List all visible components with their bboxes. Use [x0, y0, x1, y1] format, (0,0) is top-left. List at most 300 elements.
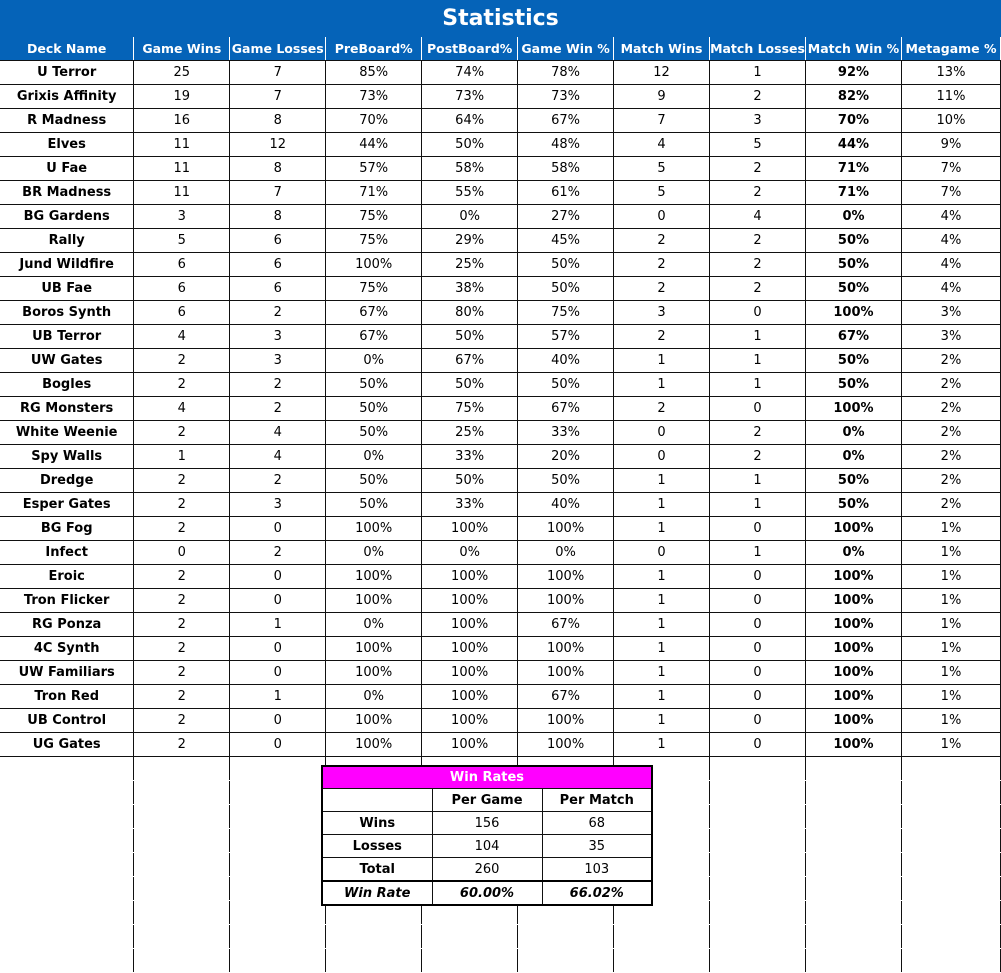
match-win-pct-cell[interactable]: 100%: [806, 661, 902, 685]
match-wins-cell[interactable]: 2: [614, 325, 710, 349]
metagame-pct-cell[interactable]: 2%: [901, 445, 1000, 469]
empty-cell[interactable]: [230, 781, 326, 805]
game-win-pct-cell[interactable]: 100%: [518, 637, 614, 661]
game-win-pct-cell[interactable]: 50%: [518, 277, 614, 301]
postboard-cell[interactable]: 25%: [422, 421, 518, 445]
game-losses-cell[interactable]: 0: [230, 733, 326, 757]
match-losses-cell[interactable]: 1: [710, 493, 806, 517]
column-header-match-losses[interactable]: Match Losses: [710, 37, 806, 61]
game-losses-cell[interactable]: 8: [230, 109, 326, 133]
match-win-pct-cell[interactable]: 100%: [806, 685, 902, 709]
game-wins-cell[interactable]: 2: [134, 685, 230, 709]
match-wins-cell[interactable]: 1: [614, 469, 710, 493]
empty-cell[interactable]: [230, 757, 326, 781]
match-losses-cell[interactable]: 0: [710, 613, 806, 637]
preboard-cell[interactable]: 75%: [326, 277, 422, 301]
match-losses-cell[interactable]: 2: [710, 421, 806, 445]
win-rates-label-losses[interactable]: Losses: [322, 835, 432, 858]
empty-cell[interactable]: [614, 925, 710, 949]
match-wins-cell[interactable]: 1: [614, 349, 710, 373]
game-win-pct-cell[interactable]: 67%: [518, 109, 614, 133]
match-win-pct-cell[interactable]: 50%: [806, 253, 902, 277]
match-win-pct-cell[interactable]: 71%: [806, 181, 902, 205]
deck-name-cell[interactable]: BR Madness: [0, 181, 134, 205]
empty-cell[interactable]: [134, 781, 230, 805]
empty-cell[interactable]: [134, 805, 230, 829]
game-wins-cell[interactable]: 6: [134, 253, 230, 277]
game-wins-cell[interactable]: 2: [134, 517, 230, 541]
preboard-cell[interactable]: 100%: [326, 733, 422, 757]
empty-cell[interactable]: [901, 925, 1000, 949]
empty-cell[interactable]: [230, 805, 326, 829]
metagame-pct-cell[interactable]: 1%: [901, 661, 1000, 685]
preboard-cell[interactable]: 50%: [326, 397, 422, 421]
empty-cell[interactable]: [326, 925, 422, 949]
deck-name-cell[interactable]: U Terror: [0, 61, 134, 85]
game-losses-cell[interactable]: 4: [230, 421, 326, 445]
preboard-cell[interactable]: 67%: [326, 301, 422, 325]
game-losses-cell[interactable]: 2: [230, 469, 326, 493]
match-wins-cell[interactable]: 1: [614, 589, 710, 613]
game-win-pct-cell[interactable]: 50%: [518, 469, 614, 493]
match-wins-cell[interactable]: 5: [614, 157, 710, 181]
empty-cell[interactable]: [806, 949, 902, 973]
match-losses-cell[interactable]: 2: [710, 157, 806, 181]
game-win-pct-cell[interactable]: 100%: [518, 565, 614, 589]
metagame-pct-cell[interactable]: 1%: [901, 589, 1000, 613]
metagame-pct-cell[interactable]: 2%: [901, 397, 1000, 421]
column-header-game-wins[interactable]: Game Wins: [134, 37, 230, 61]
preboard-cell[interactable]: 50%: [326, 469, 422, 493]
empty-cell[interactable]: [710, 829, 806, 853]
game-win-pct-cell[interactable]: 75%: [518, 301, 614, 325]
preboard-cell[interactable]: 71%: [326, 181, 422, 205]
preboard-cell[interactable]: 100%: [326, 709, 422, 733]
game-wins-cell[interactable]: 6: [134, 277, 230, 301]
game-wins-cell[interactable]: 2: [134, 613, 230, 637]
preboard-cell[interactable]: 100%: [326, 637, 422, 661]
postboard-cell[interactable]: 33%: [422, 493, 518, 517]
match-wins-cell[interactable]: 2: [614, 229, 710, 253]
metagame-pct-cell[interactable]: 9%: [901, 133, 1000, 157]
preboard-cell[interactable]: 0%: [326, 541, 422, 565]
deck-name-cell[interactable]: UW Familiars: [0, 661, 134, 685]
match-wins-cell[interactable]: 1: [614, 493, 710, 517]
game-losses-cell[interactable]: 0: [230, 589, 326, 613]
postboard-cell[interactable]: 55%: [422, 181, 518, 205]
match-losses-cell[interactable]: 0: [710, 709, 806, 733]
match-win-pct-cell[interactable]: 50%: [806, 229, 902, 253]
preboard-cell[interactable]: 50%: [326, 421, 422, 445]
postboard-cell[interactable]: 100%: [422, 517, 518, 541]
empty-cell[interactable]: [710, 805, 806, 829]
match-losses-cell[interactable]: 0: [710, 637, 806, 661]
match-win-pct-cell[interactable]: 100%: [806, 589, 902, 613]
metagame-pct-cell[interactable]: 2%: [901, 421, 1000, 445]
game-win-pct-cell[interactable]: 27%: [518, 205, 614, 229]
game-wins-cell[interactable]: 5: [134, 229, 230, 253]
match-losses-cell[interactable]: 2: [710, 445, 806, 469]
match-losses-cell[interactable]: 0: [710, 565, 806, 589]
game-wins-cell[interactable]: 2: [134, 349, 230, 373]
game-losses-cell[interactable]: 2: [230, 301, 326, 325]
empty-cell[interactable]: [326, 949, 422, 973]
metagame-pct-cell[interactable]: 7%: [901, 181, 1000, 205]
deck-name-cell[interactable]: UB Control: [0, 709, 134, 733]
game-losses-cell[interactable]: 4: [230, 445, 326, 469]
game-losses-cell[interactable]: 8: [230, 157, 326, 181]
empty-cell[interactable]: [230, 877, 326, 901]
game-losses-cell[interactable]: 1: [230, 613, 326, 637]
empty-cell[interactable]: [806, 877, 902, 901]
column-header-game-win-pct[interactable]: Game Win %: [518, 37, 614, 61]
game-win-pct-cell[interactable]: 57%: [518, 325, 614, 349]
match-losses-cell[interactable]: 0: [710, 661, 806, 685]
win-rates-label-total[interactable]: Total: [322, 858, 432, 882]
empty-cell[interactable]: [806, 901, 902, 925]
win-rates-total-per-match[interactable]: 103: [542, 858, 652, 882]
empty-cell[interactable]: [710, 949, 806, 973]
win-rates-label-win-rate[interactable]: Win Rate: [322, 881, 432, 905]
match-win-pct-cell[interactable]: 67%: [806, 325, 902, 349]
preboard-cell[interactable]: 0%: [326, 613, 422, 637]
game-wins-cell[interactable]: 6: [134, 301, 230, 325]
postboard-cell[interactable]: 100%: [422, 685, 518, 709]
deck-name-cell[interactable]: BG Fog: [0, 517, 134, 541]
deck-name-cell[interactable]: RG Ponza: [0, 613, 134, 637]
match-win-pct-cell[interactable]: 100%: [806, 301, 902, 325]
match-wins-cell[interactable]: 0: [614, 421, 710, 445]
empty-cell[interactable]: [0, 901, 134, 925]
match-win-pct-cell[interactable]: 100%: [806, 613, 902, 637]
match-win-pct-cell[interactable]: 82%: [806, 85, 902, 109]
empty-cell[interactable]: [134, 853, 230, 877]
match-wins-cell[interactable]: 0: [614, 445, 710, 469]
match-wins-cell[interactable]: 4: [614, 133, 710, 157]
game-losses-cell[interactable]: 6: [230, 253, 326, 277]
game-losses-cell[interactable]: 0: [230, 661, 326, 685]
deck-name-cell[interactable]: UB Fae: [0, 277, 134, 301]
empty-cell[interactable]: [710, 853, 806, 877]
match-losses-cell[interactable]: 5: [710, 133, 806, 157]
match-wins-cell[interactable]: 0: [614, 541, 710, 565]
preboard-cell[interactable]: 75%: [326, 205, 422, 229]
game-win-pct-cell[interactable]: 100%: [518, 661, 614, 685]
preboard-cell[interactable]: 75%: [326, 229, 422, 253]
game-wins-cell[interactable]: 4: [134, 397, 230, 421]
metagame-pct-cell[interactable]: 2%: [901, 349, 1000, 373]
match-losses-cell[interactable]: 3: [710, 109, 806, 133]
deck-name-cell[interactable]: Boros Synth: [0, 301, 134, 325]
empty-cell[interactable]: [518, 949, 614, 973]
metagame-pct-cell[interactable]: 4%: [901, 205, 1000, 229]
game-win-pct-cell[interactable]: 100%: [518, 589, 614, 613]
empty-cell[interactable]: [518, 925, 614, 949]
win-rates-losses-per-game[interactable]: 104: [432, 835, 542, 858]
match-wins-cell[interactable]: 1: [614, 709, 710, 733]
metagame-pct-cell[interactable]: 1%: [901, 637, 1000, 661]
match-win-pct-cell[interactable]: 50%: [806, 493, 902, 517]
postboard-cell[interactable]: 25%: [422, 253, 518, 277]
match-losses-cell[interactable]: 0: [710, 301, 806, 325]
match-win-pct-cell[interactable]: 100%: [806, 637, 902, 661]
preboard-cell[interactable]: 85%: [326, 61, 422, 85]
empty-cell[interactable]: [0, 829, 134, 853]
game-losses-cell[interactable]: 0: [230, 517, 326, 541]
game-wins-cell[interactable]: 11: [134, 181, 230, 205]
win-rates-rate-per-match[interactable]: 66.02%: [542, 881, 652, 905]
postboard-cell[interactable]: 100%: [422, 565, 518, 589]
empty-cell[interactable]: [901, 805, 1000, 829]
game-win-pct-cell[interactable]: 50%: [518, 253, 614, 277]
deck-name-cell[interactable]: Spy Walls: [0, 445, 134, 469]
deck-name-cell[interactable]: UB Terror: [0, 325, 134, 349]
metagame-pct-cell[interactable]: 2%: [901, 373, 1000, 397]
preboard-cell[interactable]: 57%: [326, 157, 422, 181]
match-losses-cell[interactable]: 2: [710, 277, 806, 301]
match-losses-cell[interactable]: 2: [710, 85, 806, 109]
metagame-pct-cell[interactable]: 4%: [901, 229, 1000, 253]
game-losses-cell[interactable]: 3: [230, 493, 326, 517]
postboard-cell[interactable]: 100%: [422, 661, 518, 685]
game-losses-cell[interactable]: 7: [230, 85, 326, 109]
match-losses-cell[interactable]: 1: [710, 373, 806, 397]
empty-cell[interactable]: [0, 949, 134, 973]
deck-name-cell[interactable]: Rally: [0, 229, 134, 253]
metagame-pct-cell[interactable]: 1%: [901, 613, 1000, 637]
column-header-deck-name[interactable]: Deck Name: [0, 37, 134, 61]
preboard-cell[interactable]: 44%: [326, 133, 422, 157]
metagame-pct-cell[interactable]: 10%: [901, 109, 1000, 133]
empty-cell[interactable]: [614, 949, 710, 973]
match-wins-cell[interactable]: 1: [614, 637, 710, 661]
game-wins-cell[interactable]: 2: [134, 589, 230, 613]
metagame-pct-cell[interactable]: 1%: [901, 733, 1000, 757]
game-wins-cell[interactable]: 2: [134, 733, 230, 757]
win-rates-total-per-game[interactable]: 260: [432, 858, 542, 882]
empty-cell[interactable]: [230, 853, 326, 877]
win-rates-losses-per-match[interactable]: 35: [542, 835, 652, 858]
metagame-pct-cell[interactable]: 3%: [901, 301, 1000, 325]
preboard-cell[interactable]: 100%: [326, 661, 422, 685]
game-win-pct-cell[interactable]: 20%: [518, 445, 614, 469]
empty-cell[interactable]: [230, 829, 326, 853]
game-losses-cell[interactable]: 0: [230, 565, 326, 589]
postboard-cell[interactable]: 67%: [422, 349, 518, 373]
game-win-pct-cell[interactable]: 100%: [518, 517, 614, 541]
deck-name-cell[interactable]: Elves: [0, 133, 134, 157]
deck-name-cell[interactable]: Tron Flicker: [0, 589, 134, 613]
game-win-pct-cell[interactable]: 61%: [518, 181, 614, 205]
win-rates-rate-per-game[interactable]: 60.00%: [432, 881, 542, 905]
postboard-cell[interactable]: 38%: [422, 277, 518, 301]
postboard-cell[interactable]: 74%: [422, 61, 518, 85]
postboard-cell[interactable]: 50%: [422, 373, 518, 397]
match-win-pct-cell[interactable]: 50%: [806, 349, 902, 373]
game-win-pct-cell[interactable]: 40%: [518, 493, 614, 517]
game-losses-cell[interactable]: 2: [230, 397, 326, 421]
deck-name-cell[interactable]: White Weenie: [0, 421, 134, 445]
deck-name-cell[interactable]: Esper Gates: [0, 493, 134, 517]
game-losses-cell[interactable]: 6: [230, 277, 326, 301]
win-rates-wins-per-match[interactable]: 68: [542, 812, 652, 835]
preboard-cell[interactable]: 0%: [326, 685, 422, 709]
match-win-pct-cell[interactable]: 50%: [806, 373, 902, 397]
deck-name-cell[interactable]: Eroic: [0, 565, 134, 589]
metagame-pct-cell[interactable]: 13%: [901, 61, 1000, 85]
empty-cell[interactable]: [901, 781, 1000, 805]
empty-cell[interactable]: [806, 829, 902, 853]
deck-name-cell[interactable]: 4C Synth: [0, 637, 134, 661]
match-wins-cell[interactable]: 0: [614, 205, 710, 229]
game-losses-cell[interactable]: 7: [230, 61, 326, 85]
game-wins-cell[interactable]: 2: [134, 661, 230, 685]
empty-cell[interactable]: [134, 757, 230, 781]
empty-cell[interactable]: [134, 829, 230, 853]
empty-cell[interactable]: [901, 757, 1000, 781]
postboard-cell[interactable]: 0%: [422, 541, 518, 565]
deck-name-cell[interactable]: RG Monsters: [0, 397, 134, 421]
win-rates-corner-cell[interactable]: [322, 789, 432, 812]
empty-cell[interactable]: [0, 925, 134, 949]
preboard-cell[interactable]: 73%: [326, 85, 422, 109]
match-losses-cell[interactable]: 0: [710, 733, 806, 757]
empty-cell[interactable]: [134, 901, 230, 925]
preboard-cell[interactable]: 50%: [326, 373, 422, 397]
match-losses-cell[interactable]: 2: [710, 229, 806, 253]
empty-cell[interactable]: [901, 877, 1000, 901]
postboard-cell[interactable]: 58%: [422, 157, 518, 181]
match-wins-cell[interactable]: 12: [614, 61, 710, 85]
match-wins-cell[interactable]: 1: [614, 517, 710, 541]
deck-name-cell[interactable]: Bogles: [0, 373, 134, 397]
preboard-cell[interactable]: 0%: [326, 349, 422, 373]
empty-cell[interactable]: [710, 877, 806, 901]
metagame-pct-cell[interactable]: 3%: [901, 325, 1000, 349]
deck-name-cell[interactable]: UG Gates: [0, 733, 134, 757]
game-wins-cell[interactable]: 4: [134, 325, 230, 349]
empty-cell[interactable]: [901, 829, 1000, 853]
game-wins-cell[interactable]: 0: [134, 541, 230, 565]
empty-cell[interactable]: [230, 901, 326, 925]
game-wins-cell[interactable]: 2: [134, 469, 230, 493]
preboard-cell[interactable]: 50%: [326, 493, 422, 517]
game-wins-cell[interactable]: 16: [134, 109, 230, 133]
empty-cell[interactable]: [0, 757, 134, 781]
match-win-pct-cell[interactable]: 0%: [806, 421, 902, 445]
match-win-pct-cell[interactable]: 50%: [806, 469, 902, 493]
preboard-cell[interactable]: 0%: [326, 445, 422, 469]
match-losses-cell[interactable]: 0: [710, 589, 806, 613]
match-wins-cell[interactable]: 1: [614, 733, 710, 757]
empty-cell[interactable]: [134, 949, 230, 973]
empty-cell[interactable]: [134, 925, 230, 949]
game-win-pct-cell[interactable]: 67%: [518, 685, 614, 709]
empty-cell[interactable]: [230, 949, 326, 973]
win-rates-wins-per-game[interactable]: 156: [432, 812, 542, 835]
match-win-pct-cell[interactable]: 100%: [806, 565, 902, 589]
postboard-cell[interactable]: 100%: [422, 733, 518, 757]
column-header-match-win-pct[interactable]: Match Win %: [806, 37, 902, 61]
empty-cell[interactable]: [710, 925, 806, 949]
game-losses-cell[interactable]: 0: [230, 637, 326, 661]
empty-cell[interactable]: [901, 901, 1000, 925]
metagame-pct-cell[interactable]: 4%: [901, 277, 1000, 301]
postboard-cell[interactable]: 50%: [422, 133, 518, 157]
game-losses-cell[interactable]: 2: [230, 541, 326, 565]
preboard-cell[interactable]: 100%: [326, 517, 422, 541]
preboard-cell[interactable]: 70%: [326, 109, 422, 133]
match-win-pct-cell[interactable]: 0%: [806, 445, 902, 469]
game-win-pct-cell[interactable]: 33%: [518, 421, 614, 445]
game-win-pct-cell[interactable]: 73%: [518, 85, 614, 109]
game-wins-cell[interactable]: 1: [134, 445, 230, 469]
game-wins-cell[interactable]: 2: [134, 565, 230, 589]
match-wins-cell[interactable]: 9: [614, 85, 710, 109]
match-win-pct-cell[interactable]: 71%: [806, 157, 902, 181]
empty-cell[interactable]: [0, 781, 134, 805]
match-wins-cell[interactable]: 7: [614, 109, 710, 133]
win-rates-header-per-game[interactable]: Per Game: [432, 789, 542, 812]
game-win-pct-cell[interactable]: 100%: [518, 709, 614, 733]
deck-name-cell[interactable]: BG Gardens: [0, 205, 134, 229]
game-wins-cell[interactable]: 11: [134, 157, 230, 181]
game-losses-cell[interactable]: 1: [230, 685, 326, 709]
match-win-pct-cell[interactable]: 100%: [806, 397, 902, 421]
game-wins-cell[interactable]: 2: [134, 373, 230, 397]
metagame-pct-cell[interactable]: 2%: [901, 469, 1000, 493]
game-win-pct-cell[interactable]: 67%: [518, 613, 614, 637]
game-win-pct-cell[interactable]: 58%: [518, 157, 614, 181]
match-losses-cell[interactable]: 1: [710, 541, 806, 565]
match-wins-cell[interactable]: 2: [614, 253, 710, 277]
match-win-pct-cell[interactable]: 0%: [806, 205, 902, 229]
match-wins-cell[interactable]: 1: [614, 685, 710, 709]
game-wins-cell[interactable]: 2: [134, 709, 230, 733]
match-losses-cell[interactable]: 1: [710, 61, 806, 85]
match-wins-cell[interactable]: 1: [614, 661, 710, 685]
match-win-pct-cell[interactable]: 100%: [806, 733, 902, 757]
match-win-pct-cell[interactable]: 0%: [806, 541, 902, 565]
column-header-postboard[interactable]: PostBoard%: [422, 37, 518, 61]
match-win-pct-cell[interactable]: 100%: [806, 517, 902, 541]
metagame-pct-cell[interactable]: 1%: [901, 517, 1000, 541]
game-losses-cell[interactable]: 2: [230, 373, 326, 397]
match-wins-cell[interactable]: 5: [614, 181, 710, 205]
empty-cell[interactable]: [422, 949, 518, 973]
game-win-pct-cell[interactable]: 100%: [518, 733, 614, 757]
empty-cell[interactable]: [806, 853, 902, 877]
empty-cell[interactable]: [806, 805, 902, 829]
match-losses-cell[interactable]: 0: [710, 685, 806, 709]
metagame-pct-cell[interactable]: 11%: [901, 85, 1000, 109]
empty-cell[interactable]: [710, 901, 806, 925]
metagame-pct-cell[interactable]: 1%: [901, 685, 1000, 709]
match-wins-cell[interactable]: 2: [614, 397, 710, 421]
match-losses-cell[interactable]: 0: [710, 397, 806, 421]
deck-name-cell[interactable]: Jund Wildfire: [0, 253, 134, 277]
game-win-pct-cell[interactable]: 48%: [518, 133, 614, 157]
postboard-cell[interactable]: 80%: [422, 301, 518, 325]
column-header-game-losses[interactable]: Game Losses: [230, 37, 326, 61]
match-win-pct-cell[interactable]: 44%: [806, 133, 902, 157]
empty-cell[interactable]: [0, 853, 134, 877]
metagame-pct-cell[interactable]: 1%: [901, 565, 1000, 589]
column-header-match-wins[interactable]: Match Wins: [614, 37, 710, 61]
game-wins-cell[interactable]: 2: [134, 493, 230, 517]
deck-name-cell[interactable]: Tron Red: [0, 685, 134, 709]
match-losses-cell[interactable]: 1: [710, 469, 806, 493]
